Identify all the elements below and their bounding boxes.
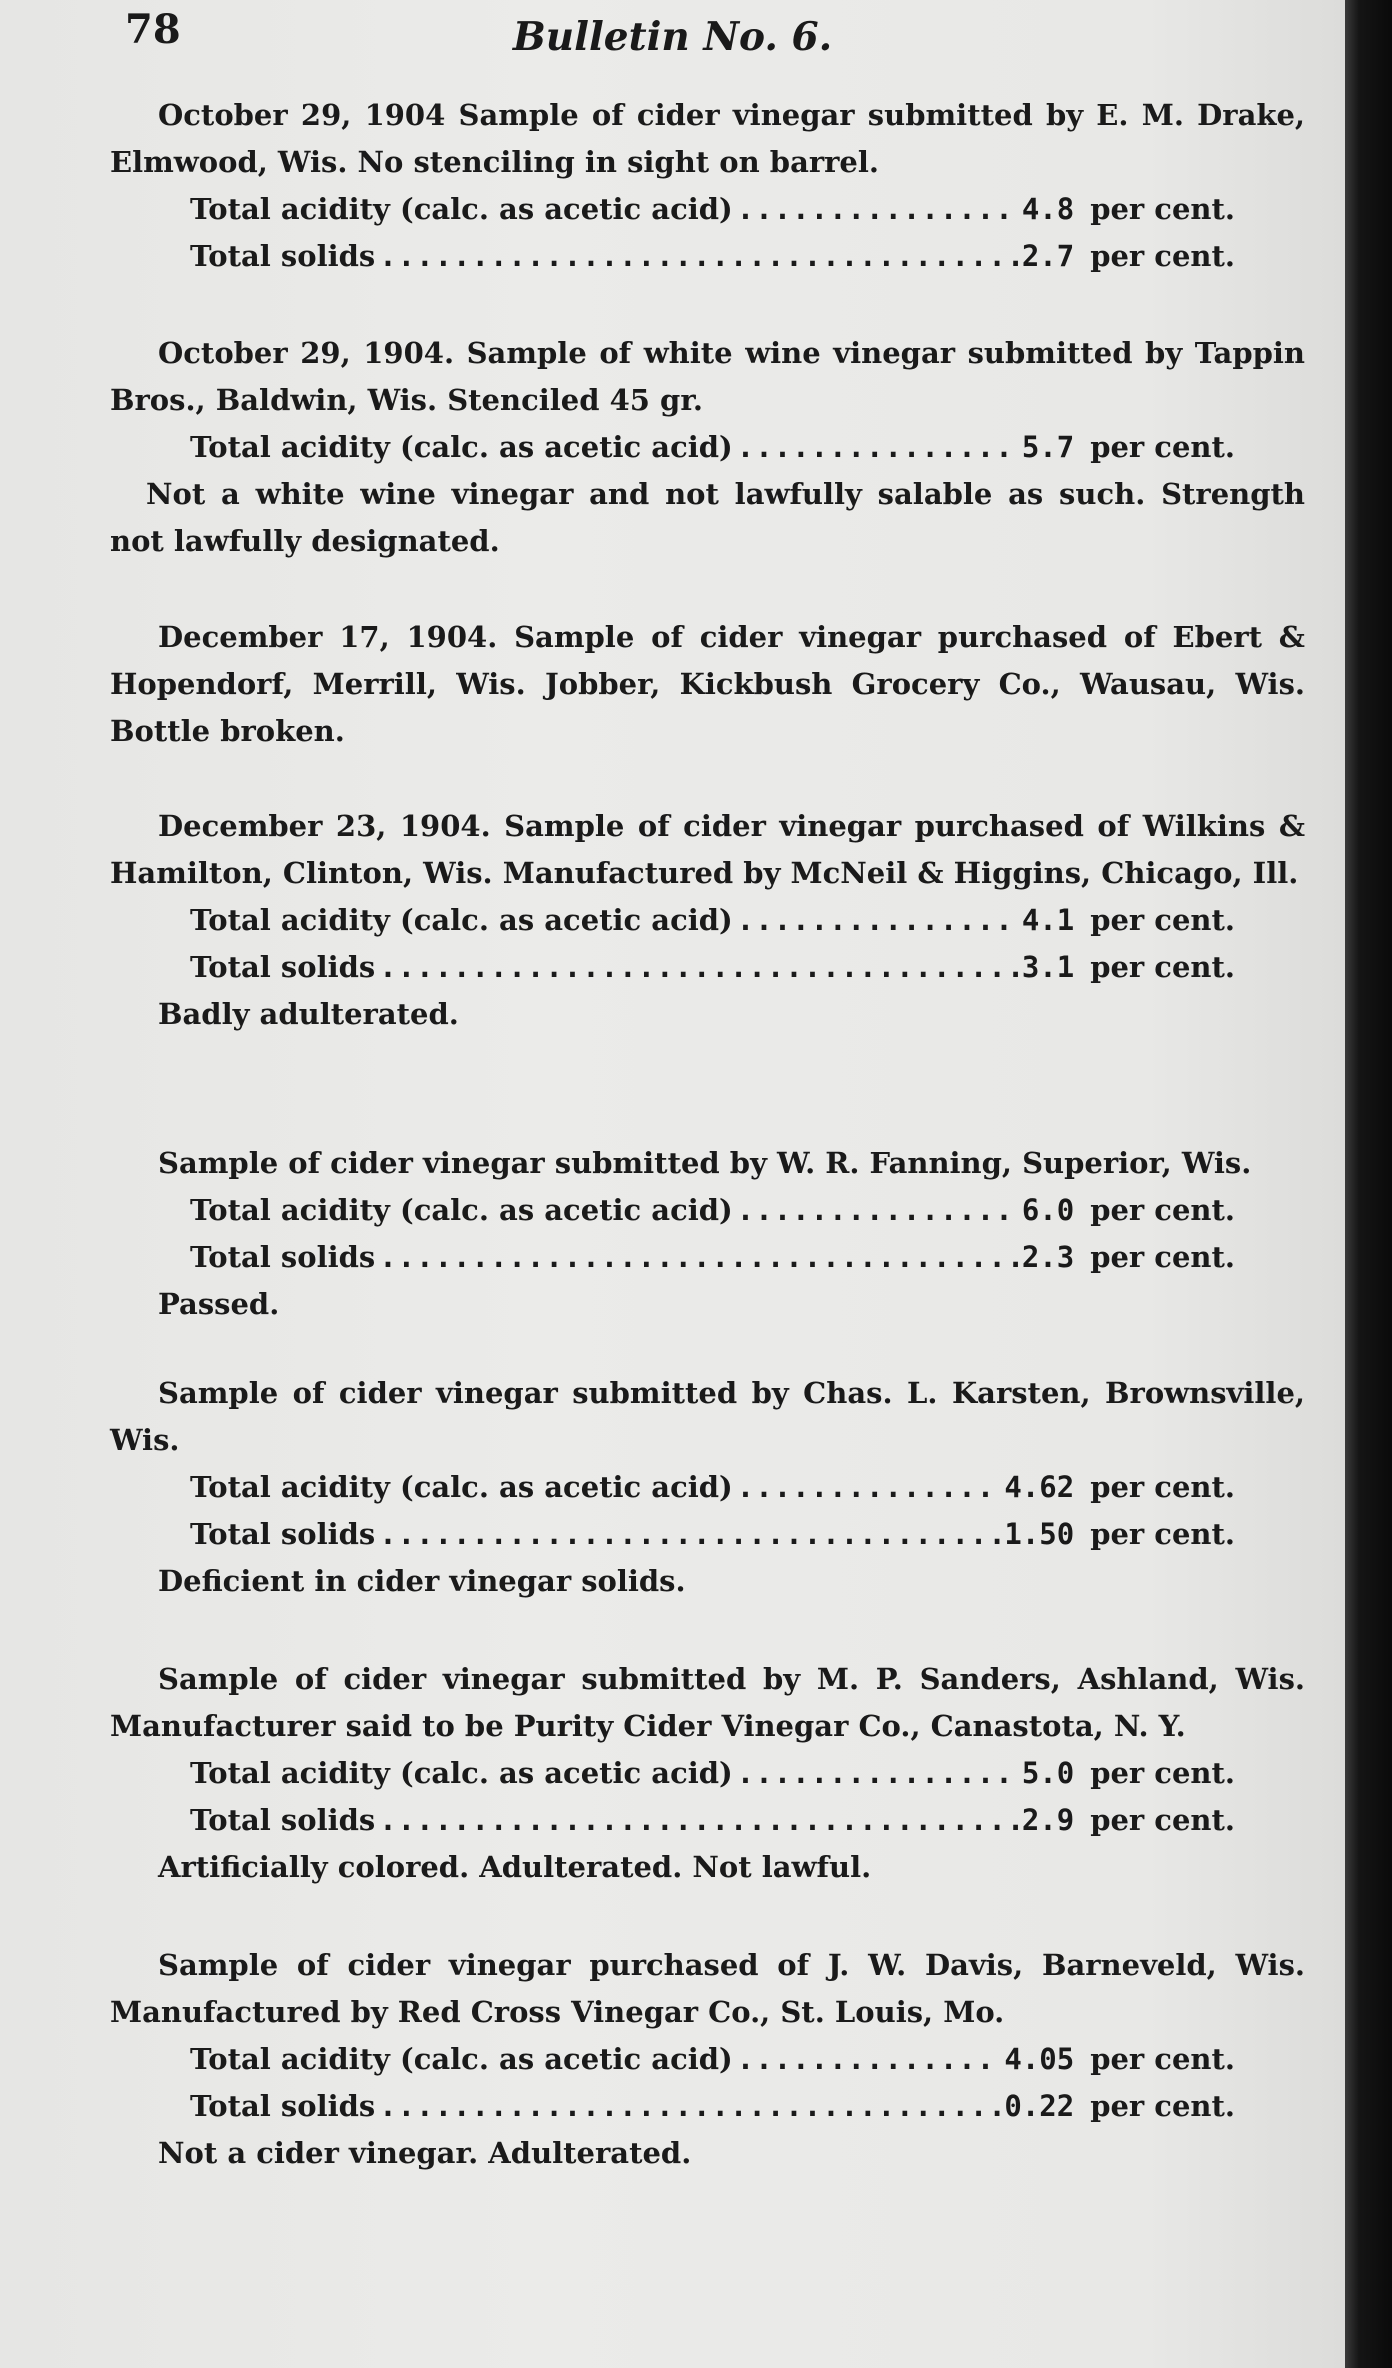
measurement-row	[110, 2083, 1305, 2130]
measurement-row	[110, 1511, 1305, 1558]
measurement-label: Total solids	[190, 1240, 376, 1274]
entry-text: December 17, 1904. Sample of cider vinegar purchased of Ebert & Hopendorf, Merrill, Wis. Jobber, Kickbush Grocery Co., Wausau, Wis. Bottle broken.	[110, 620, 1305, 748]
entry-sanders	[110, 1656, 1305, 1891]
entry-text: October 29, 1904 Sample of cider vinegar submitted by E. M. Drake, Elmwood, Wis. No stenciling in sight on barrel.	[110, 98, 1305, 179]
measurement-label: Total acidity (calc. as acetic acid)	[190, 903, 733, 937]
measurement-label: Total acidity (calc. as acetic acid)	[190, 1470, 733, 1504]
measurement-value: 4.62	[1004, 1470, 1075, 1504]
page-edge-shadow	[1345, 0, 1392, 2368]
measurement-label: Total acidity (calc. as acetic acid)	[190, 430, 733, 464]
leader-dots	[379, 2083, 1000, 2130]
entry-note: Badly adulterated.	[158, 997, 459, 1031]
measurement-value: 0.22	[1004, 2089, 1075, 2123]
leader-dots	[737, 1750, 1018, 1797]
measurement-value: 2.7	[1021, 239, 1075, 273]
entry-text: Sample of cider vinegar submitted by Chas. L. Karsten, Brownsville, Wis.	[110, 1376, 1305, 1457]
entry-wilkins	[110, 803, 1305, 1038]
measurement-value: 6.0	[1021, 1193, 1075, 1227]
measurement-unit: per cent.	[1090, 2042, 1235, 2076]
entry-text: Sample of cider vinegar submitted by W. R. Fanning, Superior, Wis.	[158, 1146, 1252, 1180]
measurement-label: Total solids	[190, 2089, 376, 2123]
leader-dots	[379, 233, 1018, 280]
measurement-unit: per cent.	[1090, 2089, 1235, 2123]
measurement-label: Total solids	[190, 950, 376, 984]
measurement-label: Total solids	[190, 239, 376, 273]
measurement-unit: per cent.	[1090, 1240, 1235, 1274]
running-title: Bulletin No. 6.	[512, 14, 833, 60]
measurement-unit: per cent.	[1090, 430, 1235, 464]
entry-text: Sample of cider vinegar purchased of J. W. Davis, Barneveld, Wis. Manufactured by Red Cross Vinegar Co., St. Louis, Mo.	[110, 1948, 1305, 2029]
entry-tappin	[110, 330, 1305, 565]
measurement-value: 4.05	[1004, 2042, 1075, 2076]
measurement-row	[110, 233, 1305, 280]
measurement-unit: per cent.	[1090, 1803, 1235, 1837]
measurement-unit: per cent.	[1090, 950, 1235, 984]
page-number: 78	[125, 6, 181, 53]
leader-dots	[737, 1187, 1018, 1234]
measurement-unit: per cent.	[1090, 1517, 1235, 1551]
entry-karsten	[110, 1370, 1305, 1605]
measurement-label: Total acidity (calc. as acetic acid)	[190, 192, 733, 226]
leader-dots	[737, 1464, 1001, 1511]
leader-dots	[737, 424, 1018, 471]
entry-davis	[110, 1942, 1305, 2177]
measurement-value: 4.1	[1021, 903, 1075, 937]
measurement-value: 3.1	[1021, 950, 1075, 984]
measurement-value: 2.9	[1021, 1803, 1075, 1837]
entry-note: Not a cider vinegar. Adulterated.	[158, 2136, 692, 2170]
measurement-value: 5.7	[1021, 430, 1075, 464]
leader-dots	[379, 944, 1018, 991]
leader-dots	[379, 1797, 1018, 1844]
measurement-row	[110, 897, 1305, 944]
measurement-label: Total acidity (calc. as acetic acid)	[190, 1756, 733, 1790]
measurement-unit: per cent.	[1090, 192, 1235, 226]
entry-text: Sample of cider vinegar submitted by M. P. Sanders, Ashland, Wis. Manufacturer said to be Purity Cider Vinegar Co., Canastota, N. Y.	[110, 1662, 1305, 1743]
measurement-row	[110, 186, 1305, 233]
page-header	[0, 6, 1345, 66]
measurement-value: 5.0	[1021, 1756, 1075, 1790]
entry-text: October 29, 1904. Sample of white wine vinegar submitted by Tappin Bros., Baldwin, Wis. Stenciled 45 gr.	[110, 336, 1305, 417]
measurement-unit: per cent.	[1090, 1193, 1235, 1227]
measurement-unit: per cent.	[1090, 239, 1235, 273]
measurement-row	[110, 424, 1305, 471]
entry-note: Passed.	[158, 1287, 280, 1321]
entry-ebert	[110, 614, 1305, 755]
entry-note: Not a white wine vinegar and not lawfully salable as such. Strength not lawfully designated.	[110, 477, 1305, 558]
leader-dots	[379, 1234, 1018, 1281]
measurement-unit: per cent.	[1090, 1470, 1235, 1504]
measurement-label: Total solids	[190, 1517, 376, 1551]
measurement-row	[110, 1187, 1305, 1234]
leader-dots	[737, 186, 1018, 233]
entry-note: Artificially colored. Adulterated. Not lawful.	[158, 1850, 872, 1884]
measurement-label: Total acidity (calc. as acetic acid)	[190, 2042, 733, 2076]
entry-fanning	[110, 1140, 1305, 1328]
measurement-row	[110, 1750, 1305, 1797]
entry-note: Deficient in cider vinegar solids.	[158, 1564, 686, 1598]
measurement-row	[110, 1797, 1305, 1844]
measurement-row	[110, 1234, 1305, 1281]
measurement-unit: per cent.	[1090, 903, 1235, 937]
leader-dots	[737, 897, 1018, 944]
measurement-value: 2.3	[1021, 1240, 1075, 1274]
leader-dots	[737, 2036, 1001, 2083]
measurement-unit: per cent.	[1090, 1756, 1235, 1790]
measurement-label: Total acidity (calc. as acetic acid)	[190, 1193, 733, 1227]
measurement-value: 4.8	[1021, 192, 1075, 226]
leader-dots	[379, 1511, 1000, 1558]
measurement-label: Total solids	[190, 1803, 376, 1837]
measurement-value: 1.50	[1004, 1517, 1075, 1551]
measurement-row	[110, 2036, 1305, 2083]
entry-text: December 23, 1904. Sample of cider vinegar purchased of Wilkins & Hamilton, Clinton, Wis. Manufactured by McNeil & Higgins, Chicago, Ill.	[110, 809, 1305, 890]
measurement-row	[110, 1464, 1305, 1511]
entry-drake	[110, 92, 1305, 280]
measurement-row	[110, 944, 1305, 991]
